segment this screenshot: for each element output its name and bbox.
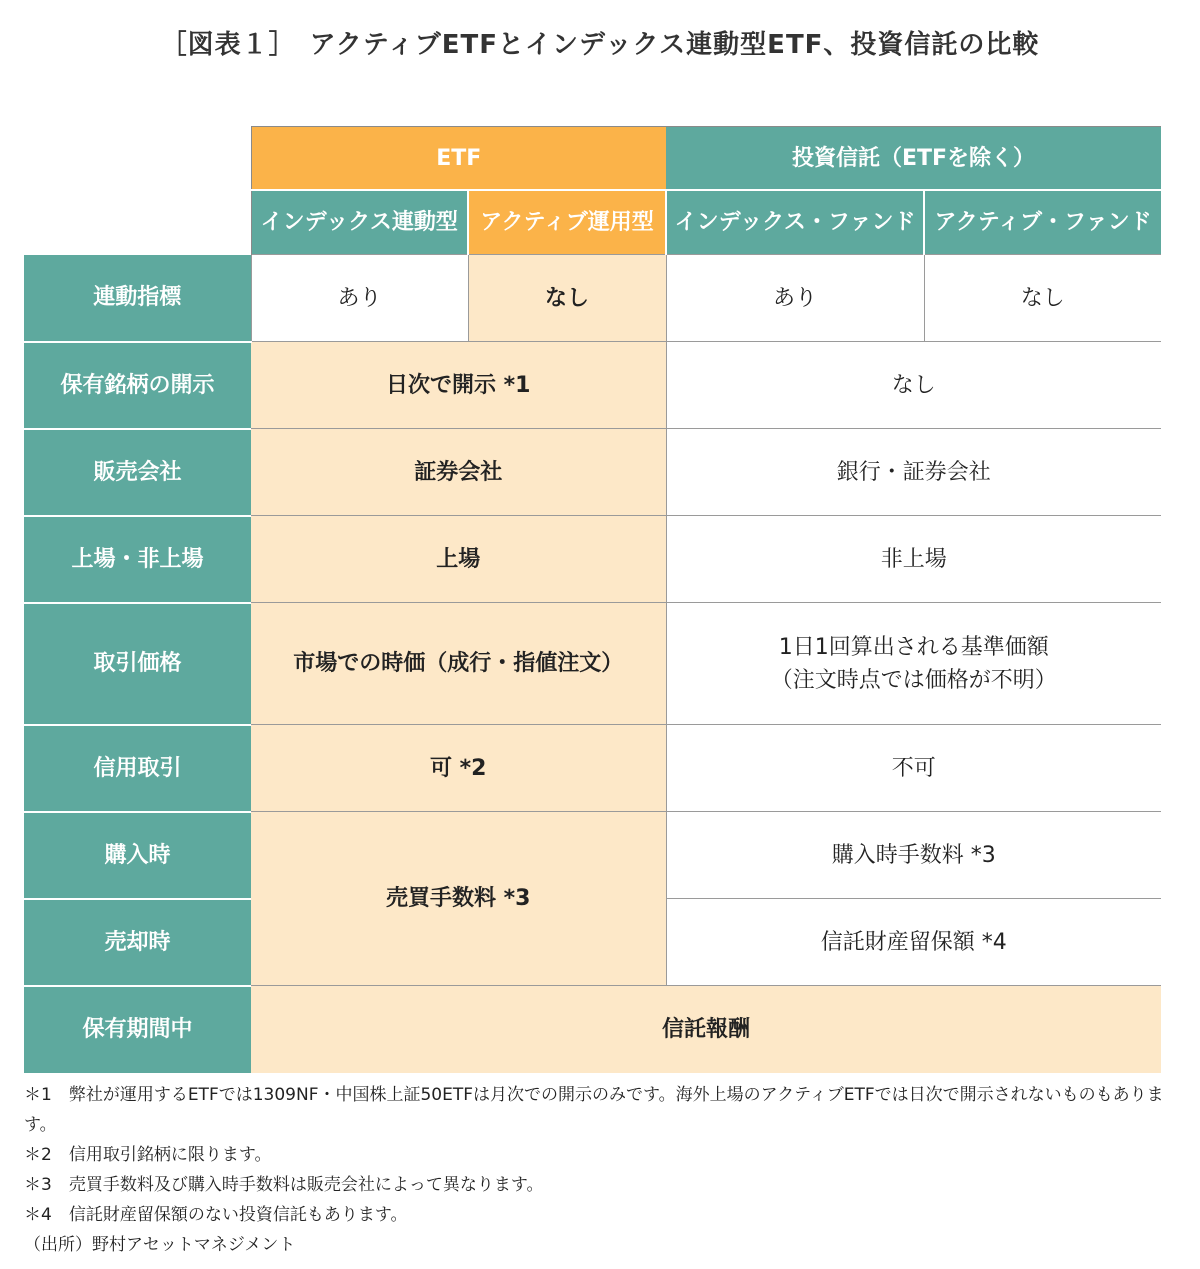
source-note: （出所）野村アセットマネジメント	[24, 1235, 296, 1255]
footnote-1: ＊1 弊社が運用するETFでは1309NF・中国株上証50ETFは月次での開示のみです。海外上場のアクティブETFでは日次で開示されないものもあります。	[24, 1085, 1164, 1135]
fund-price-line1: 1日1回算出される基準価額	[778, 634, 1049, 660]
subheader-active-etf: アクティブ運用型	[468, 190, 666, 255]
cell-etf-seller: 証券会社	[251, 429, 666, 516]
row-label-price: 取引価格	[24, 603, 251, 725]
row-price	[24, 603, 1161, 725]
header-row-main	[24, 127, 1161, 191]
cell-etf-index: あり	[251, 255, 468, 342]
row-disclosure	[24, 342, 1161, 429]
subheader-active-fund: アクティブ・ファンド	[924, 190, 1161, 255]
row-holding	[24, 986, 1161, 1073]
cell-fund-disclosure: なし	[666, 342, 1161, 429]
cell-etf-margin: 可 *2	[251, 725, 666, 812]
cell-holding-fee: 信託報酬	[251, 986, 1161, 1073]
cell-etf-listing: 上場	[251, 516, 666, 603]
comparison-table	[24, 126, 1161, 1073]
cell-fund-index: あり	[666, 255, 924, 342]
cell-etf-price: 市場での時価（成行・指値注文）	[251, 603, 666, 725]
row-label-listing: 上場・非上場	[24, 516, 251, 603]
cell-etf-trading-fee: 売買手数料 *3	[251, 812, 666, 986]
footnote-2: ＊2 信用取引銘柄に限ります。	[24, 1145, 272, 1165]
footnote-3: ＊3 売買手数料及び購入時手数料は販売会社によって異なります。	[24, 1175, 544, 1195]
header-fund: 投資信託（ETFを除く）	[666, 127, 1161, 191]
row-label-seller: 販売会社	[24, 429, 251, 516]
cell-etf-disclosure: 日次で開示 *1	[251, 342, 666, 429]
cell-fund-active: なし	[924, 255, 1161, 342]
cell-fund-price	[666, 603, 1161, 725]
row-label-sell: 売却時	[24, 899, 251, 986]
page-title: ［図表１］ アクティブETFとインデックス連動型ETF、投資信託の比較	[160, 30, 1040, 60]
row-label-disclosure: 保有銘柄の開示	[24, 342, 251, 429]
fund-price-line2: （注文時点では価格が不明）	[770, 667, 1057, 693]
row-label-index: 連動指標	[24, 255, 251, 342]
cell-fund-margin: 不可	[666, 725, 1161, 812]
footnote-4: ＊4 信託財産留保額のない投資信託もあります。	[24, 1205, 408, 1225]
row-buy	[24, 812, 1161, 899]
row-listing	[24, 516, 1161, 603]
footnotes	[24, 1080, 1194, 1260]
cell-fund-listing: 非上場	[666, 516, 1161, 603]
cell-fund-buy: 購入時手数料 *3	[666, 812, 1161, 899]
row-margin	[24, 725, 1161, 812]
subheader-index-fund: インデックス・ファンド	[666, 190, 924, 255]
row-label-holding: 保有期間中	[24, 986, 251, 1073]
row-index	[24, 255, 1161, 342]
corner-blank	[24, 127, 251, 255]
cell-fund-seller: 銀行・証券会社	[666, 429, 1161, 516]
cell-fund-sell: 信託財産留保額 *4	[666, 899, 1161, 986]
subheader-index-etf: インデックス連動型	[251, 190, 468, 255]
cell-etf-active: なし	[468, 255, 666, 342]
header-etf: ETF	[251, 127, 666, 191]
row-label-buy: 購入時	[24, 812, 251, 899]
row-seller	[24, 429, 1161, 516]
row-label-margin: 信用取引	[24, 725, 251, 812]
